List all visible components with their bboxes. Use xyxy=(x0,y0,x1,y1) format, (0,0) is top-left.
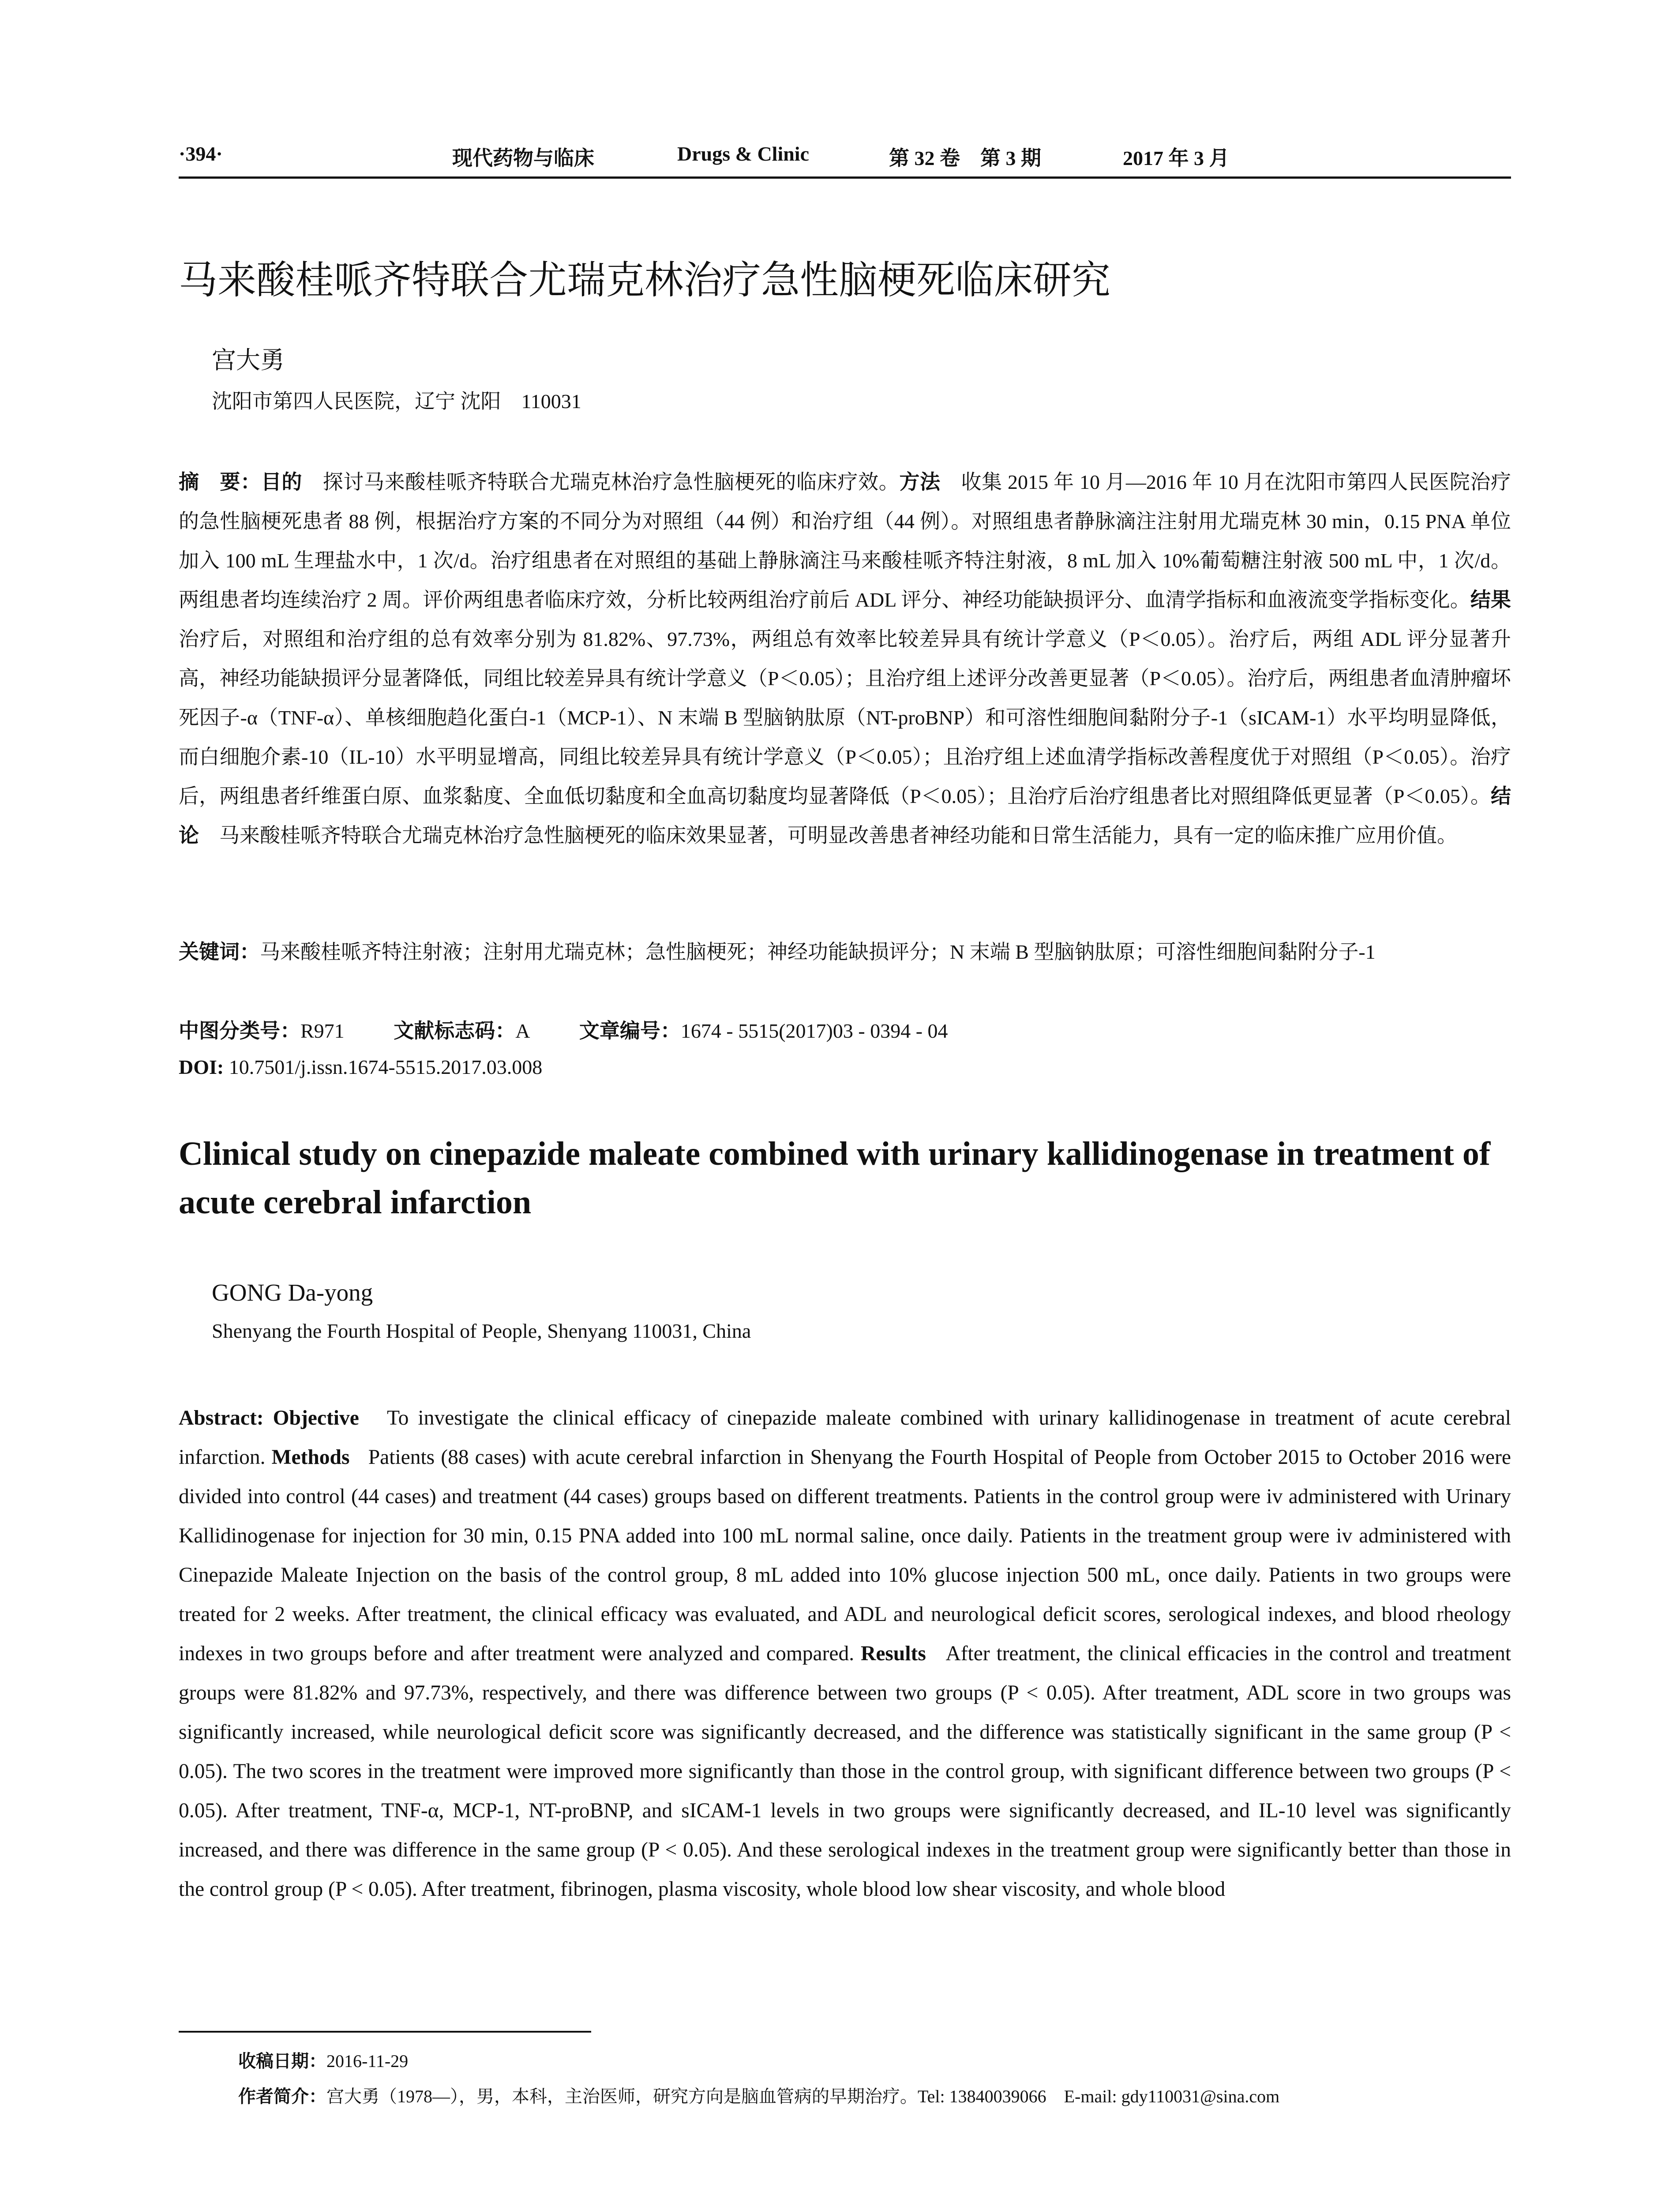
affiliation-cn: 沈阳市第四人民医院，辽宁 沈阳 110031 xyxy=(212,390,581,413)
methods-text-cn: 收集 2015 年 10 月—2016 年 10 月在沈阳市第四人民医院治疗的急性脑梗死患者 88 例，根据治疗方案的不同分为对照组（44 例）和治疗组（44 例）。对照组患者静脉滴注注射用尤瑞克林 30 min，0.15 PNA 单位加入 100 mL 生理盐水中，1 次/d。治疗组患者在对照组的基础上静脉滴注马来酸桂哌齐特注射液，8 mL 加入 10%葡萄糖注射液 500 mL 中，1 次/d。两组患者均连续治疗 2 周。评价两组患者临床疗效，分析比较两组治疗前后 ADL 评分、神经功能缺损评分、血清学指标和血液流变学指标变化。 xyxy=(179,471,1511,611)
clc-value: R971 xyxy=(300,1020,345,1042)
author-name-cn: 宫大勇 xyxy=(212,347,285,374)
article-no-label: 文章编号： xyxy=(579,1019,681,1043)
author-info-value: 宫大勇（1978—），男，本科，主治医师，研究方向是脑血管病的早期治疗。Tel: 13840039066 E-mail: gdy110031@sina.com xyxy=(326,2086,1280,2106)
footnote-rule xyxy=(179,2031,591,2033)
objective-label-cn: 目的 xyxy=(261,470,303,494)
abstract-en xyxy=(179,1399,1511,1909)
author-info-label: 作者简介： xyxy=(238,2086,326,2107)
results-label-en: Results xyxy=(861,1642,926,1665)
article-no-value: 1674 - 5515(2017)03 - 0394 - 04 xyxy=(680,1020,948,1042)
author-info-note xyxy=(238,2082,1279,2108)
received-label: 收稿日期： xyxy=(238,2051,326,2071)
doc-code-label: 文献标志码： xyxy=(394,1019,516,1043)
received-value: 2016-11-29 xyxy=(326,2051,409,2071)
abstract-cn-label: 摘 要： xyxy=(179,470,261,494)
author-name-en: GONG Da-yong xyxy=(212,1279,373,1306)
abstract-cn xyxy=(179,462,1511,855)
conclusion-label-cn: 结论 xyxy=(179,784,1511,847)
article-title-cn: 马来酸桂哌齐特联合尤瑞克林治疗急性脑梗死临床研究 xyxy=(179,257,1111,303)
doi-value[interactable]: 10.7501/j.issn.1674-5515.2017.03.008 xyxy=(229,1056,543,1078)
doc-code-value: A xyxy=(515,1020,530,1042)
methods-text-en: Patients (88 cases) with acute cerebral infarction in Shenyang the Fourth Hospital of People from October 2015 to October 2016 were divided into control (44 cases) and treatment (44 cases) groups based on different treatments. Patients in the control group were iv administered with Urinary Kallidinogenase for injection for 30 min, 0.15 PNA added into 100 mL normal saline, once daily. Patients in the treatment group were iv administered with Cinepazide Maleate Injection on the basis of the control group, 8 mL added into 10% glucose injection 500 mL, once daily. Patients in two groups were treated for 2 weeks. After treatment, the clinical efficacy was evaluated, and ADL and neurological deficit scores, serological indexes, and blood rheology indexes in two groups before and after treatment were analyzed and compared. xyxy=(179,1446,1511,1665)
conclusion-text-cn: 马来酸桂哌齐特联合尤瑞克林治疗急性脑梗死的临床效果显著，可明显改善患者神经功能和日常生活能力，具有一定的临床推广应用价值。 xyxy=(219,824,1457,847)
header-rule xyxy=(179,176,1511,179)
results-text-cn: 治疗后，对照组和治疗组的总有效率分别为 81.82%、97.73%，两组总有效率比较差异具有统计学意义（P＜0.05）。治疗后，两组 ADL 评分显著升高，神经功能缺损评分显著降低，同组比较差异具有统计学意义（P＜0.05）；且治疗组上述评分改善更显著（P＜0.05）。治疗后，两组患者血清肿瘤坏死因子-α（TNF-α）、单核细胞趋化蛋白-1（MCP-1）、N 末端 B 型脑钠肽原（NT-proBNP）和可溶性细胞间黏附分子-1（sICAM-1）水平均明显降低，而白细胞介素-10（IL-10）水平明显增高，同组比较差异具有统计学意义（P＜0.05）；且治疗组上述血清学指标改善程度优于对照组（P＜0.05）。治疗后，两组患者纤维蛋白原、血浆黏度、全血低切黏度和全血高切黏度均显著降低（P＜0.05）；且治疗后治疗组患者比对照组降低更显著（P＜0.05）。 xyxy=(179,628,1511,807)
volume-issue: 第 32 卷 第 3 期 xyxy=(889,147,1041,169)
doi-label: DOI: xyxy=(179,1056,224,1078)
results-text-en: After treatment, the clinical efficacies in the control and treatment groups were 81.82% and 97.73%, respectively, and there was difference between two groups (P < 0.05). After treatment, ADL score in two groups was significantly increased, while neurological deficit score was significantly decreased, and the difference was statistically significant in the same group (P < 0.05). The two scores in the treatment were improved more significantly than those in the control group, with significant difference between two groups (P < 0.05). After treatment, TNF-α, MCP-1, NT-proBNP, and sICAM-1 levels in two groups were significantly decreased, and IL-10 level was significantly increased, and there was difference in the same group (P < 0.05). And these serological indexes in the treatment group were significantly better than those in the control group (P < 0.05). After treatment, fibrinogen, plasma viscosity, whole blood low shear viscosity, and whole blood xyxy=(179,1642,1511,1901)
journal-name-en: Drugs & Clinic xyxy=(677,143,809,165)
objective-text-cn: 探讨马来酸桂哌齐特联合尤瑞克林治疗急性脑梗死的临床疗效。 xyxy=(322,471,900,493)
abstract-en-label: Abstract: Objective xyxy=(179,1407,359,1429)
keywords-cn xyxy=(179,932,1511,972)
affiliation-en: Shenyang the Fourth Hospital of People, Shenyang 110031, China xyxy=(212,1320,751,1342)
journal-name-cn: 现代药物与临床 xyxy=(452,147,594,169)
issue-date: 2017 年 3 月 xyxy=(1123,147,1230,169)
page-number: ·394· xyxy=(179,143,223,165)
doi-line xyxy=(179,1055,542,1079)
methods-label-cn: 方法 xyxy=(899,470,941,494)
classification-line xyxy=(179,1015,992,1044)
methods-label-en: Methods xyxy=(271,1446,350,1469)
keywords-label-cn: 关键词： xyxy=(179,940,260,964)
clc-label: 中图分类号： xyxy=(179,1019,300,1043)
running-header xyxy=(179,142,1511,173)
keywords-text-cn: 马来酸桂哌齐特注射液；注射用尤瑞克林；急性脑梗死；神经功能缺损评分；N 末端 B 型脑钠肽原；可溶性细胞间黏附分子-1 xyxy=(260,941,1376,963)
results-label-cn: 结果 xyxy=(1470,588,1511,612)
article-title-en: Clinical study on cinepazide maleate combined with urinary kallidinogenase in treatment of acute cerebral infarction xyxy=(179,1135,1491,1221)
received-date-note xyxy=(238,2047,408,2072)
objective-text-en: To investigate the clinical efficacy of cinepazide maleate combined with urinary kallidinogenase in treatment of acute cerebral infarction. xyxy=(179,1407,1511,1469)
